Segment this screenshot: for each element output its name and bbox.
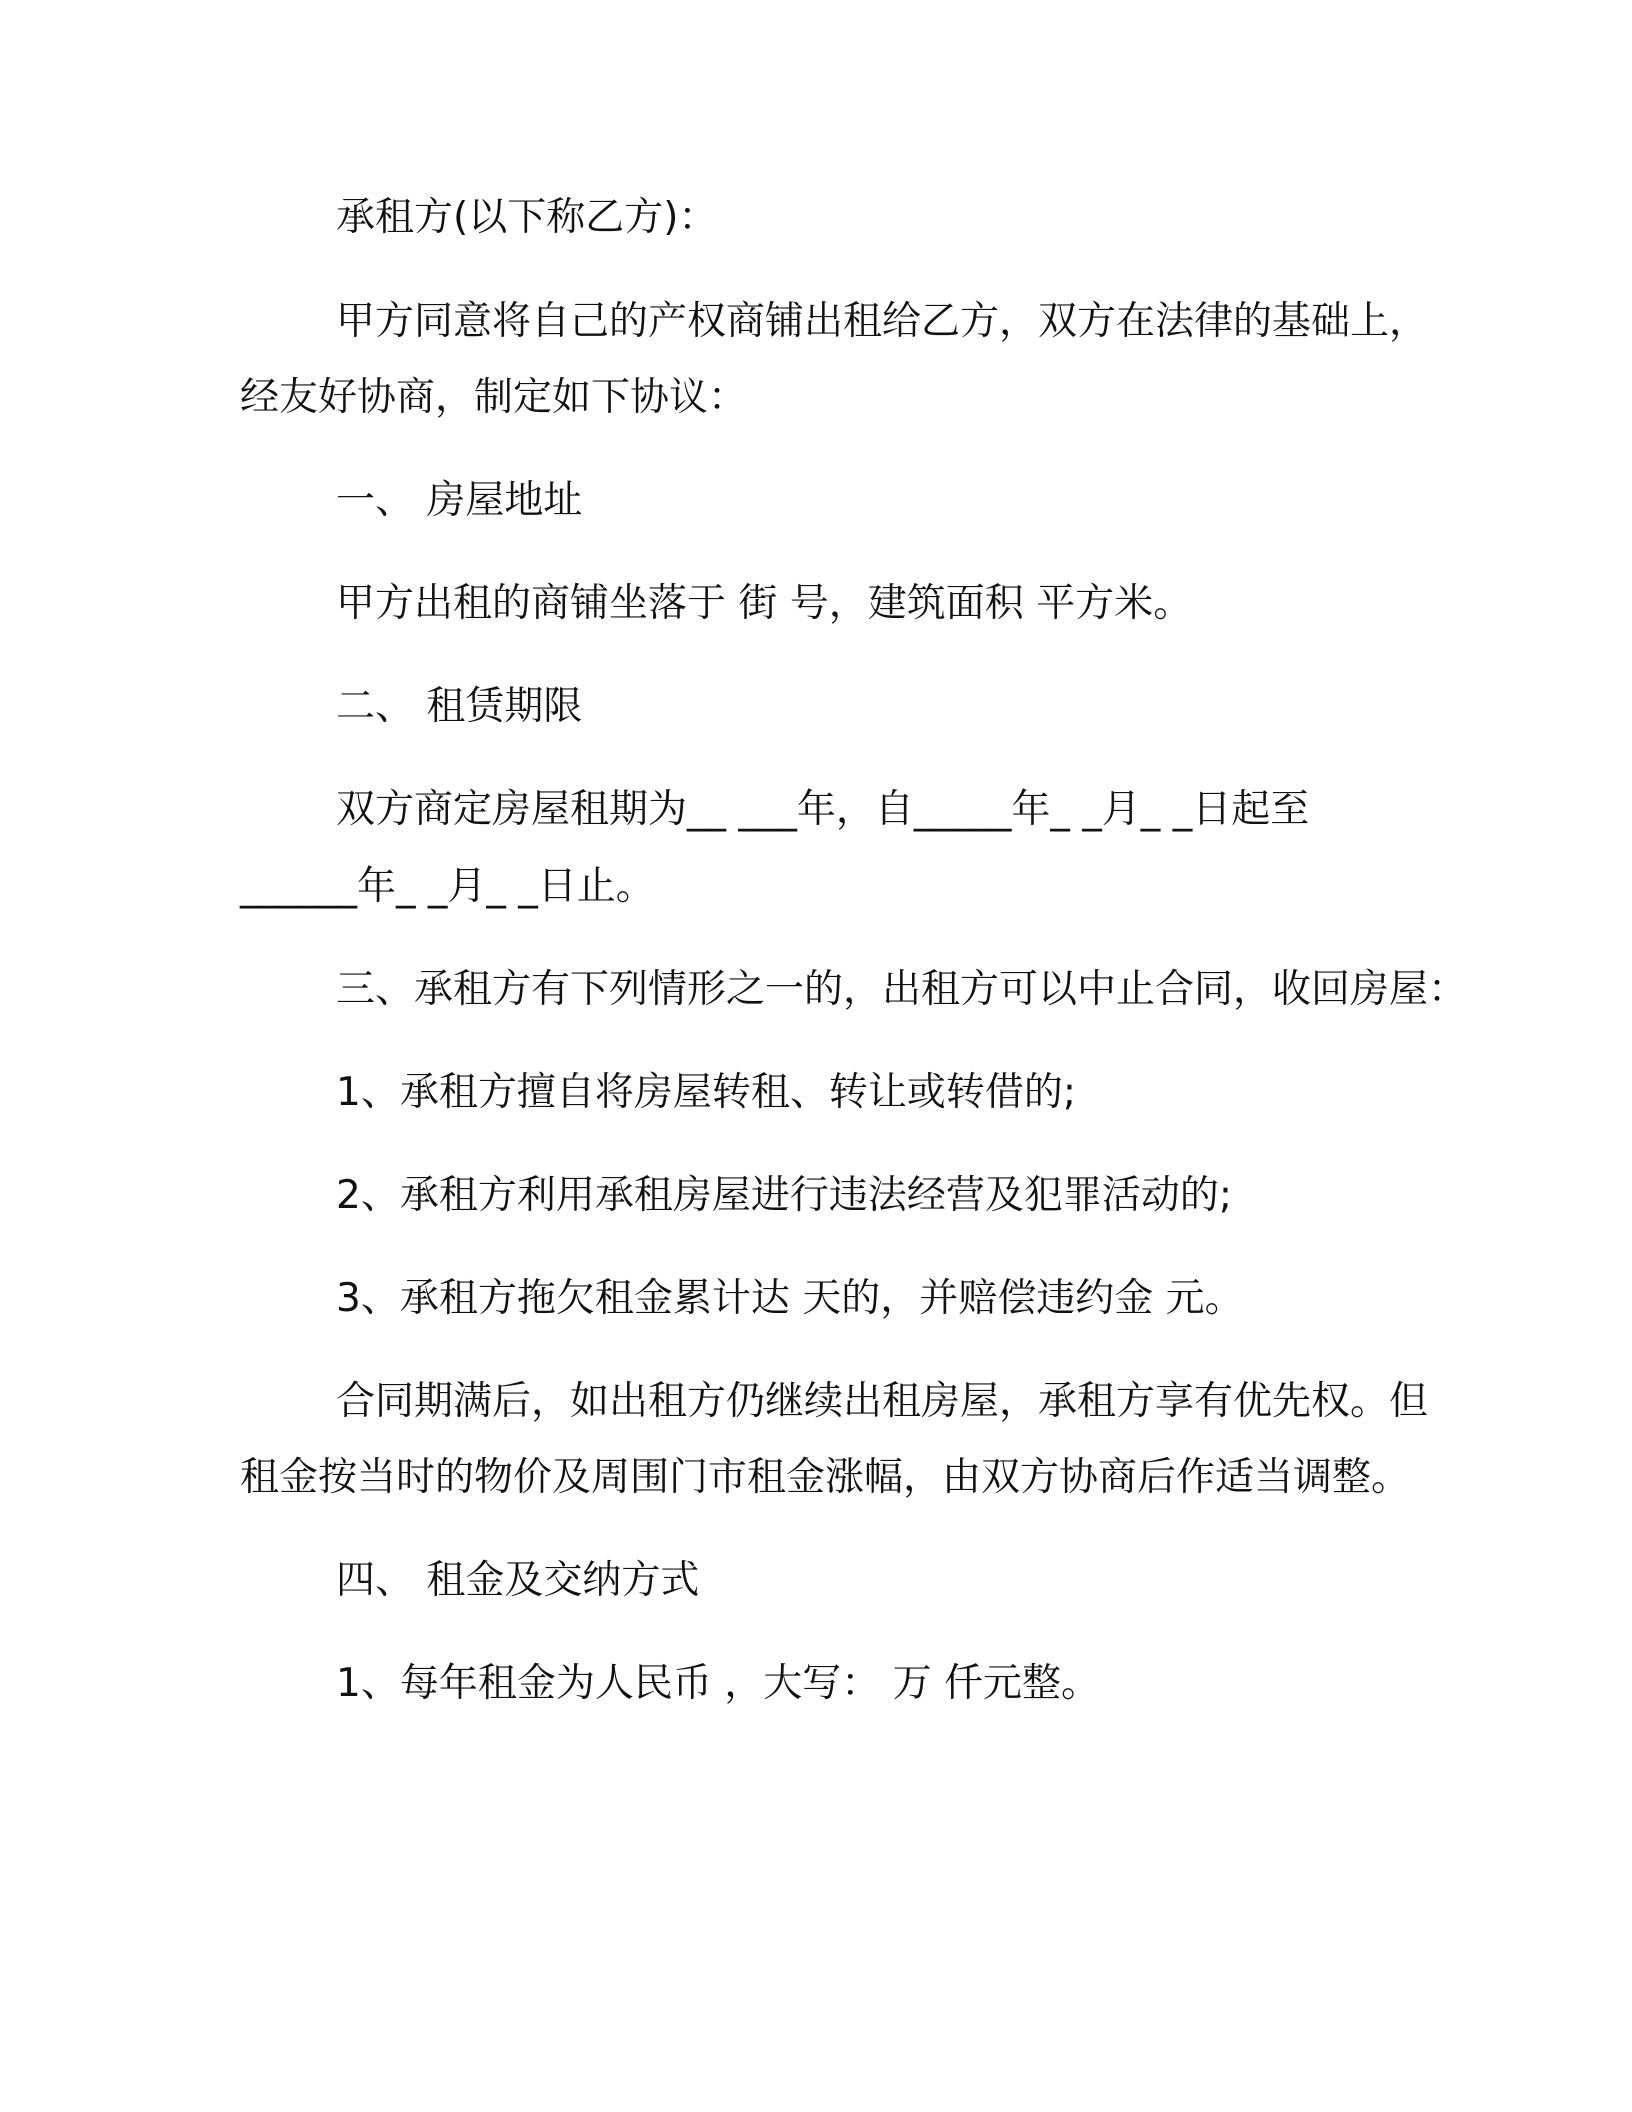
- section-3-item-2: 2、承租方利用承租房屋进行违法经营及犯罪活动的;: [336, 1173, 1232, 1218]
- section-4-heading: 四、 租金及交纳方式: [336, 1558, 700, 1603]
- tenant-line: 承租方(以下称乙方)：: [336, 195, 718, 240]
- agreement-intro-line-1: 甲方同意将自己的产权商铺出租给乙方，双方在法律的基础上，: [336, 299, 1429, 344]
- section-3-item-3: 3、承租方拖欠租金累计达 天的，并赔偿违约金 元。: [336, 1276, 1244, 1321]
- lease-term-line-2: ______年_ _月_ _日止。: [240, 864, 655, 909]
- section-3-heading: 三、承租方有下列情形之一的，出租方可以中止合同，收回房屋：: [336, 967, 1468, 1012]
- agreement-intro-line-2: 经友好协商，制定如下协议：: [240, 375, 748, 420]
- section-4-item-1: 1、每年租金为人民币 ，大写： 万 仟元整。: [336, 1661, 1101, 1706]
- section-2-heading: 二、 租赁期限: [336, 684, 583, 729]
- lease-term-line-1: 双方商定房屋租期为__ ___年，自_____年_ _月_ _日起至: [336, 787, 1310, 832]
- renewal-paragraph-line-1: 合同期满后，如出租方仍继续出租房屋，承租方享有优先权。但: [336, 1379, 1429, 1424]
- section-1-text: 甲方出租的商铺坐落于 街 号，建筑面积 平方米。: [336, 581, 1193, 626]
- section-3-item-1: 1、承租方擅自将房屋转租、转让或转借的;: [336, 1070, 1076, 1115]
- section-1-heading: 一、 房屋地址: [336, 478, 583, 523]
- renewal-paragraph-line-2: 租金按当时的物价及周围门市租金涨幅，由双方协商后作适当调整。: [240, 1455, 1411, 1500]
